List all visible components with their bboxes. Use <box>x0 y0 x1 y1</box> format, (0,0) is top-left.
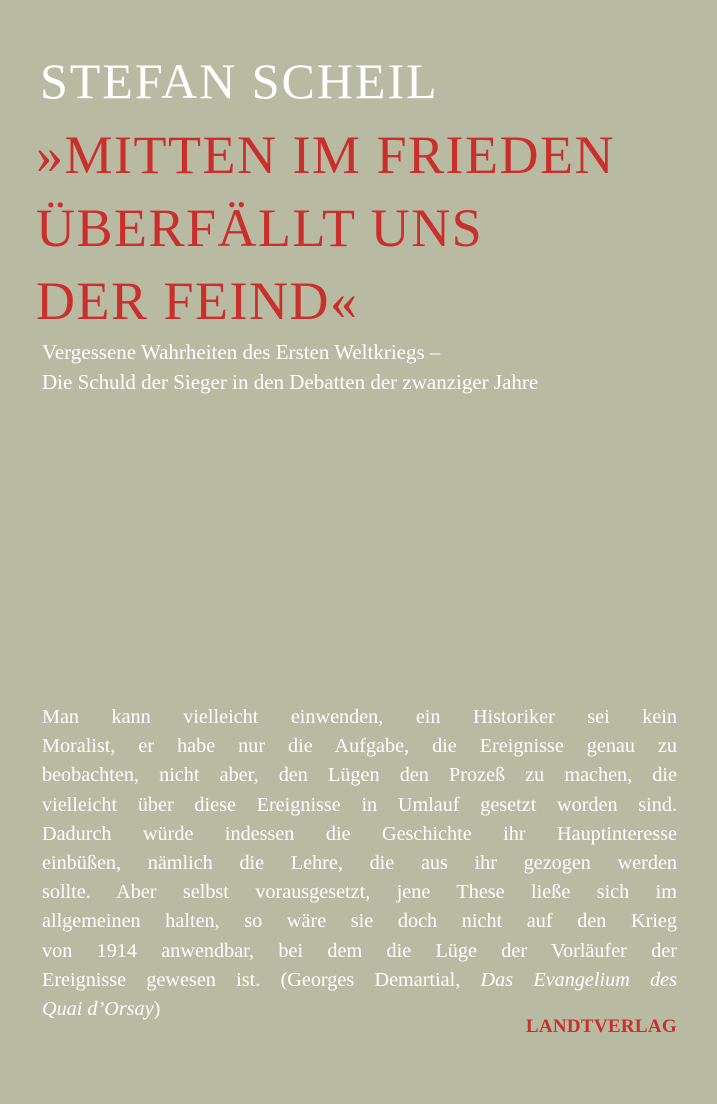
subtitle-line: Vergessene Wahrheiten des Ersten Weltkriegs – <box>42 340 441 364</box>
blurb-quote <box>42 703 677 1024</box>
subtitle-line: Die Schuld der Sieger in den Debatten der zwanziger Jahre <box>42 370 539 394</box>
blurb-line: beobachten, nicht aber, den Lügen den Prozeß zu machen, die <box>42 764 677 787</box>
blurb-line: Man kann vielleicht einwenden, ein Historiker sei kein <box>42 706 677 728</box>
citation-close: ) <box>153 998 161 1021</box>
blurb-line: sollte. Aber selbst vorausgesetzt, jene These ließe sich im <box>42 881 677 904</box>
author-name: STEFAN SCHEIL <box>40 53 439 109</box>
blurb-line: einbüßen, nämlich die Lehre, die aus ihr gezogen werden <box>42 852 677 875</box>
title-line: ÜBERFÄLLT UNS <box>36 198 484 258</box>
blurb-line: Moralist, er habe nur die Aufgabe, die Ereignisse genau zu <box>42 735 677 758</box>
citation-text: Ereignisse gewesen ist. (Georges Demartial, <box>42 968 481 991</box>
book-subtitle <box>42 337 538 397</box>
citation-book-title-end: Quai d’Orsay <box>42 998 154 1021</box>
blurb-line-citation <box>42 966 677 995</box>
publisher-logo: LANDTVERLAG <box>525 1016 677 1037</box>
citation-book-title: Das Evangelium des <box>480 968 677 991</box>
blurb-line: Dadurch würde indessen die Geschichte ihr Hauptinteresse <box>42 822 677 845</box>
blurb-line: von 1914 anwendbar, bei dem die Lüge der Vorläufer der <box>42 939 677 962</box>
blurb-line: allgemeinen halten, so wäre sie doch nicht auf den Krieg <box>42 910 677 933</box>
title-line: »MITTEN IM FRIEDEN <box>36 125 615 185</box>
book-title <box>36 125 615 347</box>
blurb-line: vielleicht über diese Ereignisse in Umlauf gesetzt worden sind. <box>42 793 677 816</box>
title-line: DER FEIND« <box>36 271 359 331</box>
